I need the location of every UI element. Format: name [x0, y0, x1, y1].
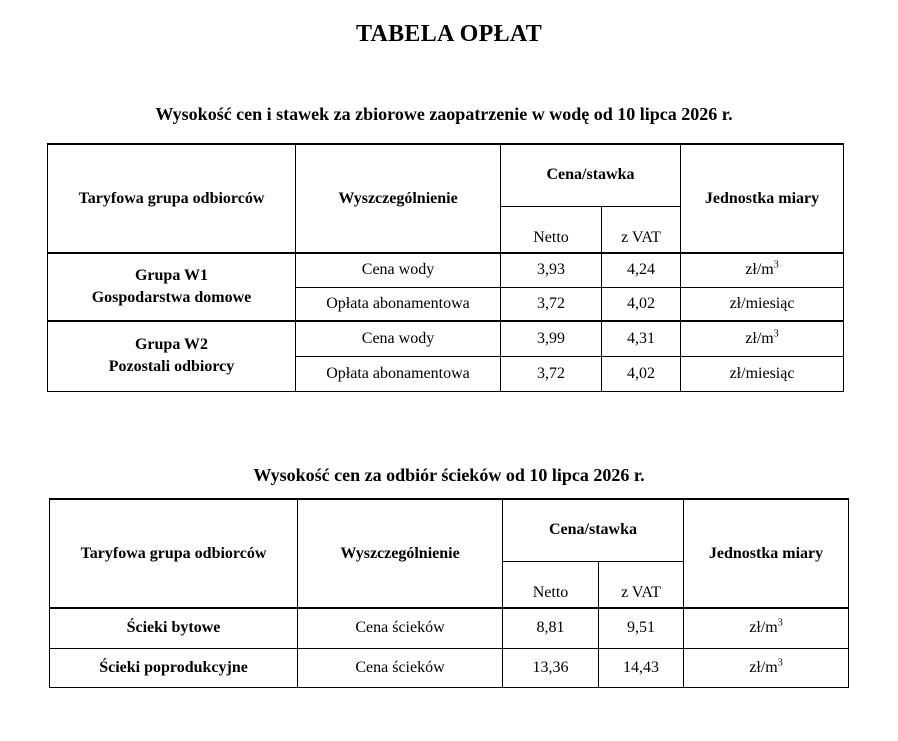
spec-cell: Opłata abonamentowa [296, 287, 501, 321]
page-title: TABELA OPŁAT [355, 21, 543, 47]
sewage-section-title: Wysokość cen za odbiór ścieków od 10 lipca 2026 r. [253, 465, 645, 485]
group-cell: Ścieki bytowe [50, 608, 298, 648]
group-cell-w1 [48, 253, 296, 321]
vat-cell: 4,02 [602, 356, 681, 391]
group-desc: Gospodarstwa domowe [91, 289, 252, 306]
table-row [48, 253, 844, 287]
col-header-group: Taryfowa grupa odbiorców [50, 499, 298, 608]
net-cell: 3,99 [501, 321, 602, 356]
spec-cell: Cena wody [296, 253, 501, 287]
group-name: Grupa W1 [134, 267, 209, 284]
unit-cell: zł/miesiąc [681, 287, 844, 321]
col-header-vat: z VAT [599, 561, 684, 608]
col-header-vat: z VAT [602, 206, 681, 253]
water-section-title: Wysokość cen i stawek za zbiorowe zaopatrzenie w wodę od 10 lipca 2026 r. [155, 104, 733, 124]
col-header-price: Cena/stawka [501, 144, 681, 206]
group-name: Grupa W2 [134, 336, 209, 354]
spec-cell: Cena ścieków [298, 648, 503, 687]
sewage-fees-table [49, 498, 849, 688]
table-row [50, 648, 849, 687]
unit-cell: $zł/m^3$ [684, 648, 849, 687]
spec-cell: Cena ścieków [298, 608, 503, 648]
col-header-group: Taryfowa grupa odbiorców [48, 144, 296, 253]
spec-cell: Cena wody [296, 321, 501, 356]
group-cell: Ścieki poprodukcyjne [50, 648, 298, 687]
unit-cell: $zł/m^3$ [684, 608, 849, 648]
net-cell: 13,36 [503, 648, 599, 687]
net-cell: 3,72 [501, 356, 602, 391]
net-cell: 8,81 [503, 608, 599, 648]
unit-cell: $zł/m^3$ [681, 321, 844, 356]
unit-cell: zł/miesiąc [681, 356, 844, 391]
vat-cell: 4,02 [602, 287, 681, 321]
unit-cell: $zł/m^3$ [681, 253, 844, 287]
net-cell: 3,93 [501, 253, 602, 287]
vat-cell: 14,43 [599, 648, 684, 687]
table-row [48, 321, 844, 356]
col-header-spec: Wyszczególnienie [296, 144, 501, 253]
spec-cell: Opłata abonamentowa [296, 356, 501, 391]
col-header-net: Netto [501, 206, 602, 253]
water-fees-table [47, 143, 844, 392]
col-header-net: Netto [503, 561, 599, 608]
group-cell-w2 [48, 321, 296, 391]
col-header-unit: Jednostka miary [681, 144, 844, 253]
col-header-unit: Jednostka miary [684, 499, 849, 608]
table-row [50, 608, 849, 648]
vat-cell: 9,51 [599, 608, 684, 648]
col-header-spec: Wyszczególnienie [298, 499, 503, 608]
group-desc: Pozostali odbiorcy [108, 358, 235, 376]
net-cell: 3,72 [501, 287, 602, 321]
col-header-price: Cena/stawka [503, 499, 684, 561]
vat-cell: 4,24 [602, 253, 681, 287]
vat-cell: 4,31 [602, 321, 681, 356]
